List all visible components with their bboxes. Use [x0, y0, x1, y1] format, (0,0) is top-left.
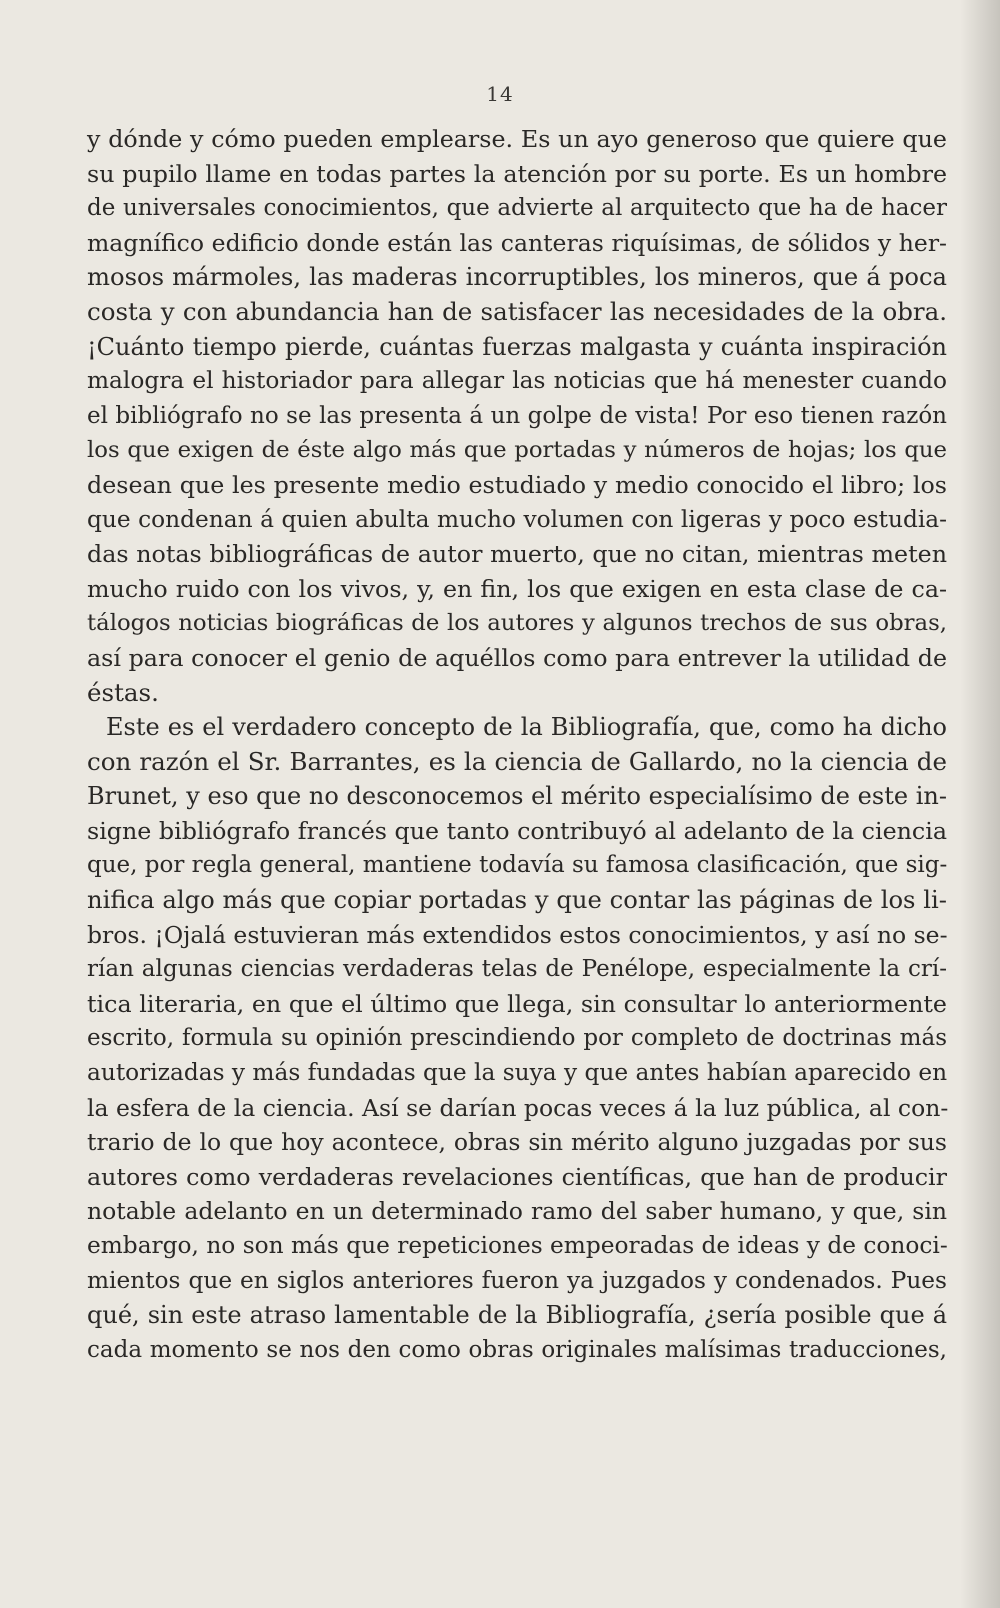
text-line: tica literaria, en que el último que llega, sin consultar lo anteriormente: [87, 989, 947, 1018]
text-line: y dónde y cómo pueden emplearse. Es un ayo generoso que quiere que: [87, 125, 947, 153]
text-line: los que exigen de éste algo más que portadas y números de hojas; los que: [87, 437, 947, 464]
text-line: ¡Cuánto tiempo pierde, cuántas fuerzas malgasta y cuánta inspiración: [87, 332, 947, 361]
text-line: notable adelanto en un determinado ramo del saber humano, y que, sin: [87, 1197, 947, 1226]
text-line: magnífico edificio donde están las canteras riquísimas, de sólidos y her-: [87, 228, 947, 257]
page-number: 14: [486, 82, 514, 106]
text-line: que, por regla general, mantiene todavía su famosa clasificación, que sig-: [87, 852, 948, 879]
text-line: costa y con abundancia han de satisfacer las necesidades de la obra.: [87, 296, 947, 326]
text-line: su pupilo llame en todas partes la atención por su porte. Es un hombre: [87, 159, 947, 188]
text-line: desean que les presente medio estudiado y medio conocido el libro; los: [87, 470, 947, 499]
text-line: Este es el verdadero concepto de la Bibliografía, que, como ha dicho: [106, 713, 947, 742]
text-line: nifica algo más que copiar portadas y que contar las páginas de los li-: [87, 885, 947, 915]
text-line: trario de lo que hoy acontece, obras sin mérito alguno juzgadas por sus: [87, 1128, 947, 1157]
text-line: das notas bibliográficas de autor muerto, que no citan, mientras meten: [87, 540, 947, 569]
text-line: mosos mármoles, las maderas incorruptibles, los mineros, que á poca: [87, 262, 947, 292]
text-line: Brunet, y eso que no desconocemos el mérito especialísimo de este in-: [87, 782, 947, 811]
paragraph: [87, 710, 947, 1367]
text-line: autores como verdaderas revelaciones científicas, que han de producir: [87, 1162, 947, 1191]
text-line: escrito, formula su opinión prescindiendo por completo de doctrinas más: [87, 1025, 947, 1052]
text-line: mucho ruido con los vivos, y, en fin, los que exigen en esta clase de ca-: [87, 574, 947, 603]
text-line: rían algunas ciencias verdaderas telas de Penélope, especialmente la crí-: [87, 956, 947, 983]
text-line: así para conocer el genio de aquéllos como para entrever la utilidad de: [87, 643, 947, 672]
text-line: embargo, no son más que repeticiones empeoradas de ideas y de conoci-: [87, 1232, 948, 1259]
text-line: cada momento se nos den como obras originales malísimas traducciones,: [87, 1336, 947, 1363]
text-line: la esfera de la ciencia. Así se darían pocas veces á la luz pública, al con-: [87, 1093, 949, 1122]
text-line: éstas.: [87, 677, 159, 707]
text-line: que condenan á quien abulta mucho volumen con ligeras y poco estudia-: [87, 505, 947, 533]
text-line: qué, sin este atraso lamentable de la Bibliografía, ¿sería posible que á: [87, 1301, 947, 1330]
paragraph: [87, 122, 947, 710]
text-line: con razón el Sr. Barrantes, es la ciencia de Gallardo, no la ciencia de: [87, 746, 947, 776]
text-line: malogra el historiador para allegar las noticias que há menester cuando: [87, 367, 947, 395]
body-text: [87, 122, 947, 1367]
text-line: mientos que en siglos anteriores fueron ya juzgados y condenados. Pues: [87, 1266, 947, 1294]
text-line: tálogos noticias biográficas de los autores y algunos trechos de sus obras,: [87, 610, 947, 637]
text-line: signe bibliógrafo francés que tanto contribuyó al adelanto de la ciencia: [87, 816, 947, 845]
page-gutter-shadow: [960, 0, 1000, 1608]
text-line: autorizadas y más fundadas que la suya y que antes habían aparecido en: [87, 1059, 948, 1087]
text-line: bros. ¡Ojalá estuvieran más extendidos estos conocimientos, y así no se-: [87, 920, 948, 949]
text-line: de universales conocimientos, que advierte al arquitecto que ha de hacer: [87, 195, 947, 222]
text-line: el bibliógrafo no se las presenta á un golpe de vista! Por eso tienen razón: [87, 402, 947, 429]
